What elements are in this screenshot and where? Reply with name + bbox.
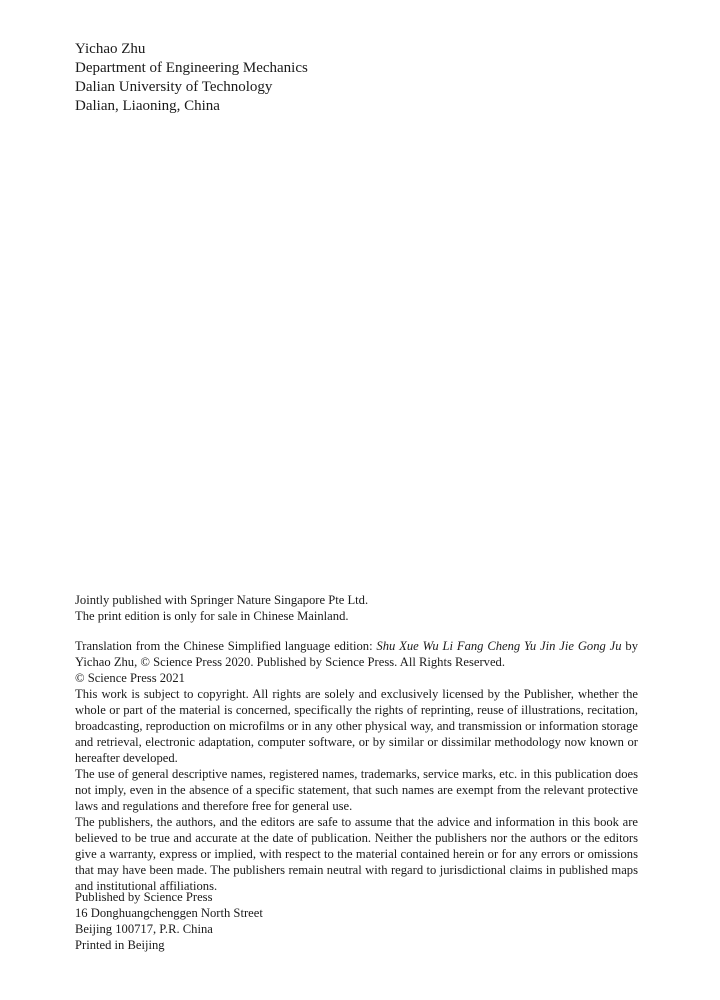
- publisher-info: [75, 889, 635, 953]
- translation-prefix: Translation from the Chinese Simplified language edition:: [75, 639, 377, 653]
- author-department: Department of Engineering Mechanics: [75, 60, 308, 76]
- publisher-name: Published by Science Press: [75, 890, 213, 904]
- disclaimer-paragraph: The publishers, the authors, and the editors are safe to assume that the advice and information in this book are believed to be true and accurate at the date of publication. Neither the publishers nor the authors or the editors give a warranty, express or implied, with respect to the material contained herein or for any errors or omissions that may have been made. The publishers remain neutral with regard to jurisdictional claims in published maps and institutional affiliations.: [75, 815, 638, 893]
- publisher-city: Beijing 100717, P.R. China: [75, 922, 213, 936]
- author-affiliation: [75, 40, 635, 116]
- printed-location: Printed in Beijing: [75, 938, 165, 952]
- copyright-line: © Science Press 2021: [75, 671, 185, 685]
- original-title: Shu Xue Wu Li Fang Cheng Yu Jin Jie Gong Ju: [376, 639, 622, 653]
- trademark-paragraph: The use of general descriptive names, registered names, trademarks, service marks, etc. in this publication does not imply, even in the absence of a specific statement, that such names are exempt from the relevant protective laws and regulations and therefore free for general use.: [75, 767, 638, 813]
- translation-suffix: by Yichao Zhu, © Science Press 2020. Published by Science Press. All Rights Reserved.: [75, 639, 638, 669]
- sale-restriction-line: The print edition is only for sale in Chinese Mainland.: [75, 609, 349, 623]
- copyright-paragraph: This work is subject to copyright. All rights are solely and exclusively licensed by the Publisher, whether the whole or part of the material is concerned, specifically the rights of reprinting, reuse of illustrations, recitation, broadcasting, reproduction on microfilms or in any other physical way, and transmission or information storage and retrieval, electronic adaptation, computer software, or by similar or dissimilar methodology now known or hereafter developed.: [75, 687, 638, 765]
- author-university: Dalian University of Technology: [75, 79, 273, 95]
- author-location: Dalian, Liaoning, China: [75, 98, 220, 114]
- author-name: Yichao Zhu: [75, 41, 146, 57]
- joint-publication-line: Jointly published with Springer Nature Singapore Pte Ltd.: [75, 593, 369, 607]
- publisher-street: 16 Donghuangchenggen North Street: [75, 906, 263, 920]
- translation-statement: [75, 638, 638, 670]
- copyright-notice: [75, 592, 638, 894]
